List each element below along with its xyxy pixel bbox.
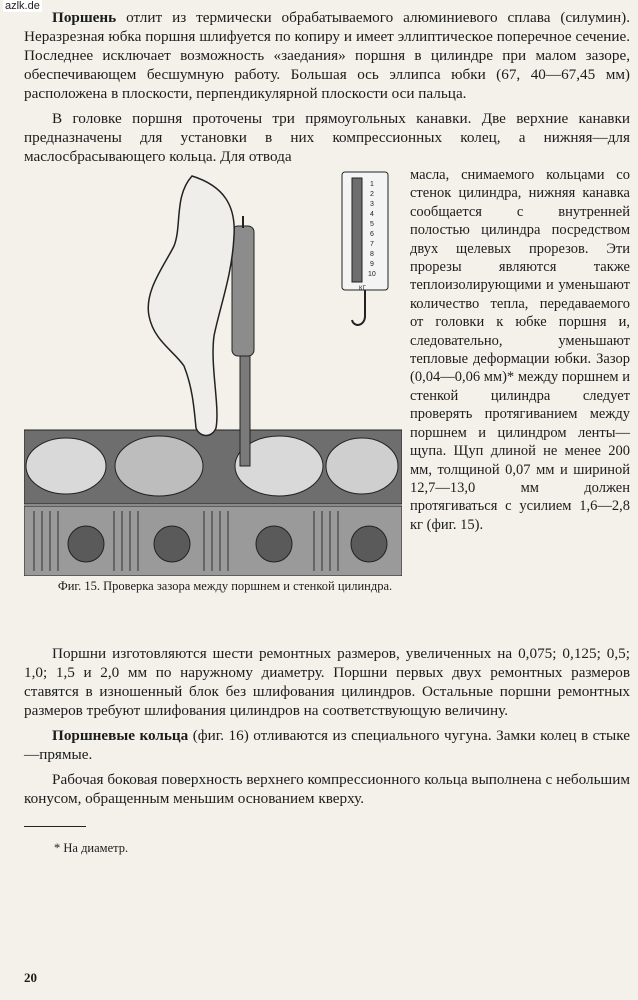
paragraph-ring-cone: Рабочая боковая поверхность верхнего компрессионного кольца выполнена с небольшим конусом, обращенным меньшим основанием кверху. xyxy=(24,771,630,807)
bolt-head xyxy=(256,526,292,562)
svg-text:10: 10 xyxy=(368,271,376,278)
scale-hook xyxy=(352,290,365,325)
figure-illustration xyxy=(24,166,402,576)
scale-slot xyxy=(352,178,362,282)
svg-text:5: 5 xyxy=(370,221,374,228)
term-piston: Поршень xyxy=(52,9,117,26)
cylinder-bore xyxy=(115,436,203,496)
paragraph-grooves: В головке поршня проточены три прямоугольных канавки. Две верхние канавки предназначены для установки в них компрессионных колец, а нижняя—для маслосбрасывающего кольца. Для отвода xyxy=(24,110,630,165)
paragraph-piston xyxy=(24,8,630,103)
paragraph-repair-sizes: Поршни изготовляются шести ремонтных размеров, увеличенных на 0,075; 0,125; 0,5; 1,0; 1,5 и 2,0 мм по наружному диаметру. Поршни первых двух ремонтных размеров ставятся в изношенный блок без шлифования цилиндров. Остальные поршни ремонтных размеров требуют шлифования цилиндров на соответствующую величину. xyxy=(24,645,630,719)
paragraph-piston-text: отлит из термически обрабатываемого алюминиевого сплава (силумин). Неразрезная юбка поршня шлифуется по копиру и имеет эллиптическое поперечное сечение. Последнее исключает возможность «заедания» поршня в цилиндре при малом зазоре, обеспечивающем бесшумную работу. Большая ось эллипса юбки (67, 40—67,45 мм) расположена в плоскости, перпендикулярной плоскости оси пальца. xyxy=(24,9,630,102)
page-number: 20 xyxy=(24,970,37,985)
feeler-strip xyxy=(240,354,250,466)
right-column-text: масла, снимаемого кольцами со стенок цилиндра, нижняя канавка сообщается с внутренней полостью цилиндра посредством двух щелевых прорезов. Эти прорезы являются также теплоизолирующими и уменьшают количество тепла, передаваемого от головки к юбке поршня и, следовательно, уменьшают тепловые деформации юбки. Зазор (0,04—0,06 мм)* между поршнем и стенкой цилиндра следует проверять протягиванием между поршнем и цилиндром ленты—щупа. Щуп длиной не менее 200 мм, толщиной 0,07 мм и шириной 12,7—13,0 мм должен протягиваться с усилием 1,6—2,8 кг (фиг. 15). xyxy=(410,167,630,533)
watermark: azlk.de xyxy=(5,0,40,12)
bolt-head xyxy=(351,526,387,562)
svg-text:2: 2 xyxy=(370,191,374,198)
cylinder-bore xyxy=(326,438,398,494)
svg-text:1: 1 xyxy=(370,181,374,188)
page-content xyxy=(24,8,630,856)
paragraph-rings xyxy=(24,726,630,764)
figure-block xyxy=(24,166,630,644)
bolt-head xyxy=(68,526,104,562)
paragraph-rings-text: (фиг. 16) отливаются из специального чугуна. Замки колец в стыке—прямые. xyxy=(24,727,630,763)
spring-scale xyxy=(232,226,254,356)
bolt-head xyxy=(154,526,190,562)
footnote-divider xyxy=(24,826,86,827)
svg-text:6: 6 xyxy=(370,231,374,238)
svg-text:4: 4 xyxy=(370,211,374,218)
cylinder-bore xyxy=(26,438,106,494)
svg-text:7: 7 xyxy=(370,241,374,248)
footnote: * На диаметр. xyxy=(54,841,129,855)
figure-15 xyxy=(24,166,402,636)
figure-caption: Фиг. 15. Проверка зазора между поршнем и стенкой цилиндра. xyxy=(57,579,393,593)
svg-text:9: 9 xyxy=(370,261,374,268)
svg-text:3: 3 xyxy=(370,201,374,208)
scale-unit-label: КГ xyxy=(359,286,366,292)
scale-detail xyxy=(342,172,388,290)
hand xyxy=(148,176,234,436)
term-rings: Поршневые кольца xyxy=(52,727,189,744)
svg-text:8: 8 xyxy=(370,251,374,258)
